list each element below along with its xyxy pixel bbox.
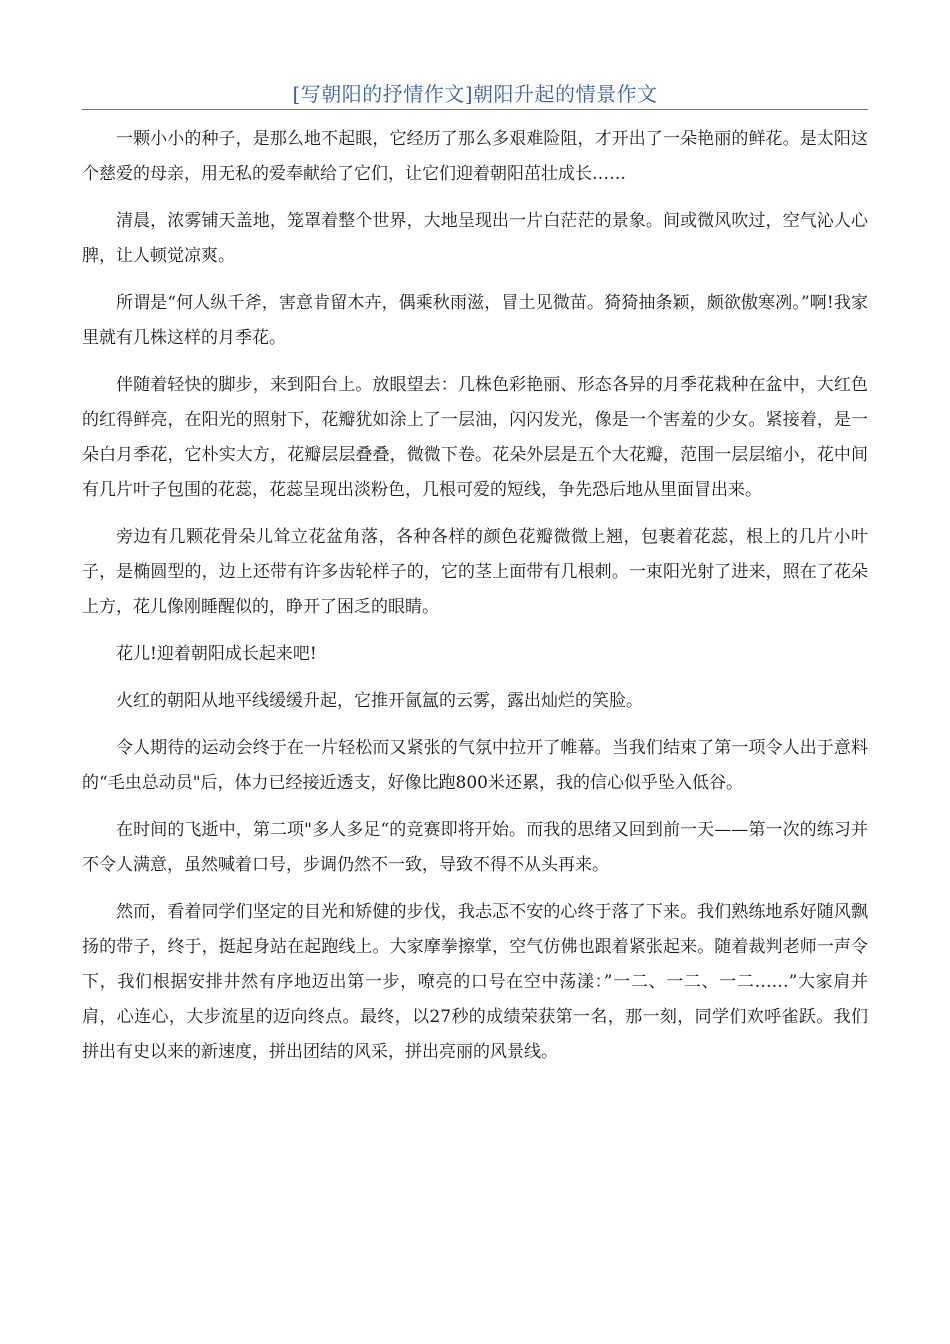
paragraph: 然而，看着同学们坚定的目光和矫健的步伐，我忐忑不安的心终于落了下来。我们熟练地系好随风飘扬的带子，终于，挺起身站在起跑线上。大家摩拳擦掌，空气仿佛也跟着紧张起来。随着裁判老师一声令下，我们根据安排井然有序地迈出第一步，嘹亮的口号在空中荡漾：”一二、一二、一二……”大家肩并肩，心连心，大步流星的迈向终点。最终，以27秒的成绩荣获第一名，那一刻，同学们欢呼雀跃。我们拼出有史以来的新速度，拼出团结的风采，拼出亮丽的风景线。 xyxy=(82,902,868,1062)
paragraph: 清晨，浓雾铺天盖地，笼罩着整个世界，大地呈现出一片白茫茫的景象。间或微风吹过，空气沁人心脾，让人顿觉凉爽。 xyxy=(82,211,868,266)
paragraph: 花儿!迎着朝阳成长起来吧! xyxy=(116,644,317,664)
document-title: [写朝阳的抒情作文]朝阳升起的情景作文 xyxy=(292,82,658,106)
paragraph: 令人期待的运动会终于在一片轻松而又紧张的气氛中拉开了帷幕。当我们结束了第一项令人出于意料的“毛虫总动员"后，体力已经接近透支，好像比跑800米还累，我的信心似乎坠入低谷。 xyxy=(82,738,868,793)
paragraph: 伴随着轻快的脚步，来到阳台上。放眼望去：几株色彩艳丽、形态各异的月季花栽种在盆中，大红色的红得鲜亮，在阳光的照射下，花瓣犹如涂上了一层油，闪闪发光，像是一个害羞的少女。紧接着，是一朵白月季花，它朴实大方，花瓣层层叠叠，微微下卷。花朵外层是五个大花瓣，范围一层层缩小，花中间有几片叶子包围的花蕊，花蕊呈现出淡粉色，几根可爱的短线，争先恐后地从里面冒出来。 xyxy=(82,375,868,500)
document-body xyxy=(82,122,868,1082)
paragraph: 火红的朝阳从地平线缓缓升起，它推开氤氲的云雾，露出灿烂的笑脸。 xyxy=(116,691,643,711)
paragraph: 旁边有几颗花骨朵儿耸立花盆角落，各种各样的颜色花瓣微微上翘，包裹着花蕊，根上的几片小叶子，是椭圆型的，边上还带有许多齿轮样子的，它的茎上面带有几根刺。一束阳光射了进来，照在了花朵上方，花儿像刚睡醒似的，睁开了困乏的眼睛。 xyxy=(82,527,868,617)
paragraph: 所谓是“何人纵千斧，害意肯留木卉，偶乘秋雨滋，冒土见微苗。猗猗抽条颖，颇欲傲寒冽。”啊!我家里就有几株这样的月季花。 xyxy=(82,293,868,348)
paragraph: 在时间的飞逝中，第二项"多人多足“的竞赛即将开始。而我的思绪又回到前一天——第一次的练习并不令人满意，虽然喊着口号，步调仍然不一致，导致不得不从头再来。 xyxy=(82,820,868,875)
title-divider xyxy=(82,109,868,110)
paragraph: 一颗小小的种子，是那么地不起眼，它经历了那么多艰难险阻，才开出了一朵艳丽的鲜花。是太阳这个慈爱的母亲，用无私的爱奉献给了它们，让它们迎着朝阳茁壮成长…… xyxy=(82,129,868,184)
